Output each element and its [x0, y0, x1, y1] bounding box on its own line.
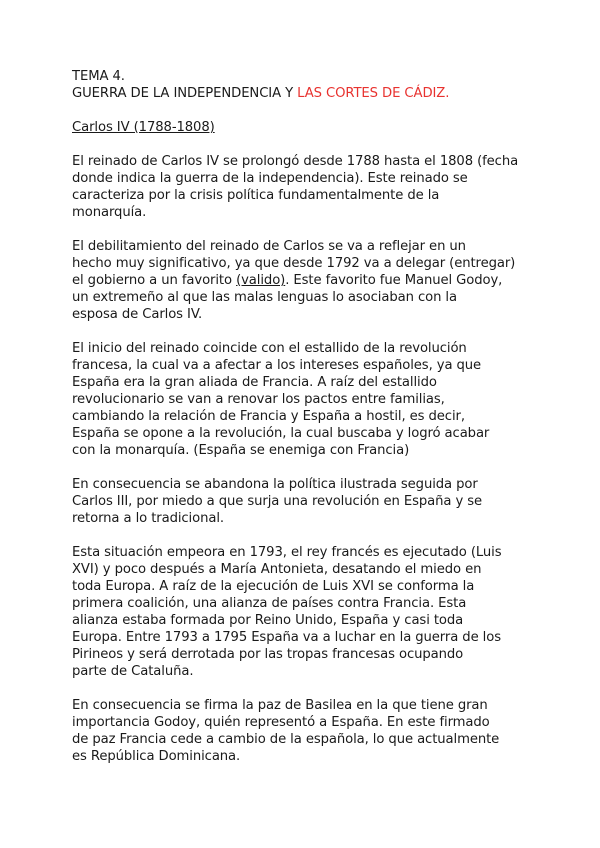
text-line: España se opone a la revolución, la cual buscaba y logró acabar [72, 426, 490, 441]
text-line: hecho muy significativo, ya que desde 1792 va a delegar (entregar) [72, 256, 516, 271]
text-line: España era la gran aliada de Francia. A raíz del estallido [72, 375, 437, 390]
text-line: importancia Godoy, quién representó a España. En este firmado [72, 715, 490, 730]
text-line: de paz Francia cede a cambio de la española, lo que actualmente [72, 732, 500, 747]
text-line: Carlos III, por miedo a que surja una revolución en España y se [72, 494, 483, 509]
text-line: monarquía. [72, 205, 147, 220]
text-line: caracteriza por la crisis política fundamentalmente de la [72, 188, 440, 203]
text-line: un extremeño al que las malas lenguas lo asociaban con la [72, 290, 457, 305]
text-line: alianza estaba formada por Reino Unido, España y casi toda [72, 613, 464, 628]
paragraph [72, 340, 542, 459]
underlined-term: (valido) [236, 273, 286, 288]
text-line: Europa. Entre 1793 a 1795 España va a luchar en la guerra de los [72, 630, 501, 645]
text-line: Pirineos y será derrotada por las tropas francesas ocupando [72, 647, 464, 662]
text-segment: el gobierno a un favorito [72, 273, 237, 288]
paragraph [72, 238, 542, 323]
text-line: toda Europa. A raíz de la ejecución de Luis XVI se conforma la [72, 579, 475, 594]
text-line: es República Dominicana. [72, 749, 241, 764]
topic-title [72, 85, 542, 102]
topic-title-highlight: LAS CORTES DE CÁDIZ. [297, 86, 450, 101]
text-line: XVI) y poco después a María Antonieta, desatando el miedo en [72, 562, 482, 577]
paragraph [72, 153, 542, 221]
text-line: En consecuencia se firma la paz de Basilea en la que tiene gran [72, 698, 488, 713]
text-line: donde indica la guerra de la independencia). Este reinado se [72, 171, 468, 186]
text-line: En consecuencia se abandona la política ilustrada seguida por [72, 477, 478, 492]
text-line: primera coalición, una alianza de países contra Francia. Esta [72, 596, 467, 611]
title-block [72, 68, 542, 102]
topic-number: TEMA 4. [72, 69, 125, 84]
text-line: Esta situación empeora en 1793, el rey francés es ejecutado (Luis [72, 545, 502, 560]
text-line: francesa, la cual va a afectar a los intereses españoles, ya que [72, 358, 482, 373]
text-line: parte de Cataluña. [72, 664, 194, 679]
text-line: esposa de Carlos IV. [72, 307, 203, 322]
text-line: revolucionario se van a renovar los pactos entre familias, [72, 392, 445, 407]
paragraph [72, 697, 542, 765]
document-page [72, 68, 542, 782]
paragraph [72, 476, 542, 527]
paragraph [72, 544, 542, 680]
text-line: retorna a lo tradicional. [72, 511, 224, 526]
text-line: cambiando la relación de Francia y España a hostil, es decir, [72, 409, 465, 424]
text-line: El debilitamiento del reinado de Carlos se va a reflejar en un [72, 239, 466, 254]
topic-title-main: GUERRA DE LA INDEPENDENCIA Y [72, 86, 298, 101]
text-line: El reinado de Carlos IV se prolongó desde 1788 hasta el 1808 (fecha [72, 154, 519, 169]
text-segment: . Este favorito fue Manuel Godoy, [285, 273, 503, 288]
text-line: con la monarquía. (España se enemiga con Francia) [72, 443, 410, 458]
text-line [72, 272, 542, 289]
text-line: El inicio del reinado coincide con el estallido de la revolución [72, 341, 467, 356]
section-heading: Carlos IV (1788-1808) [72, 120, 215, 135]
